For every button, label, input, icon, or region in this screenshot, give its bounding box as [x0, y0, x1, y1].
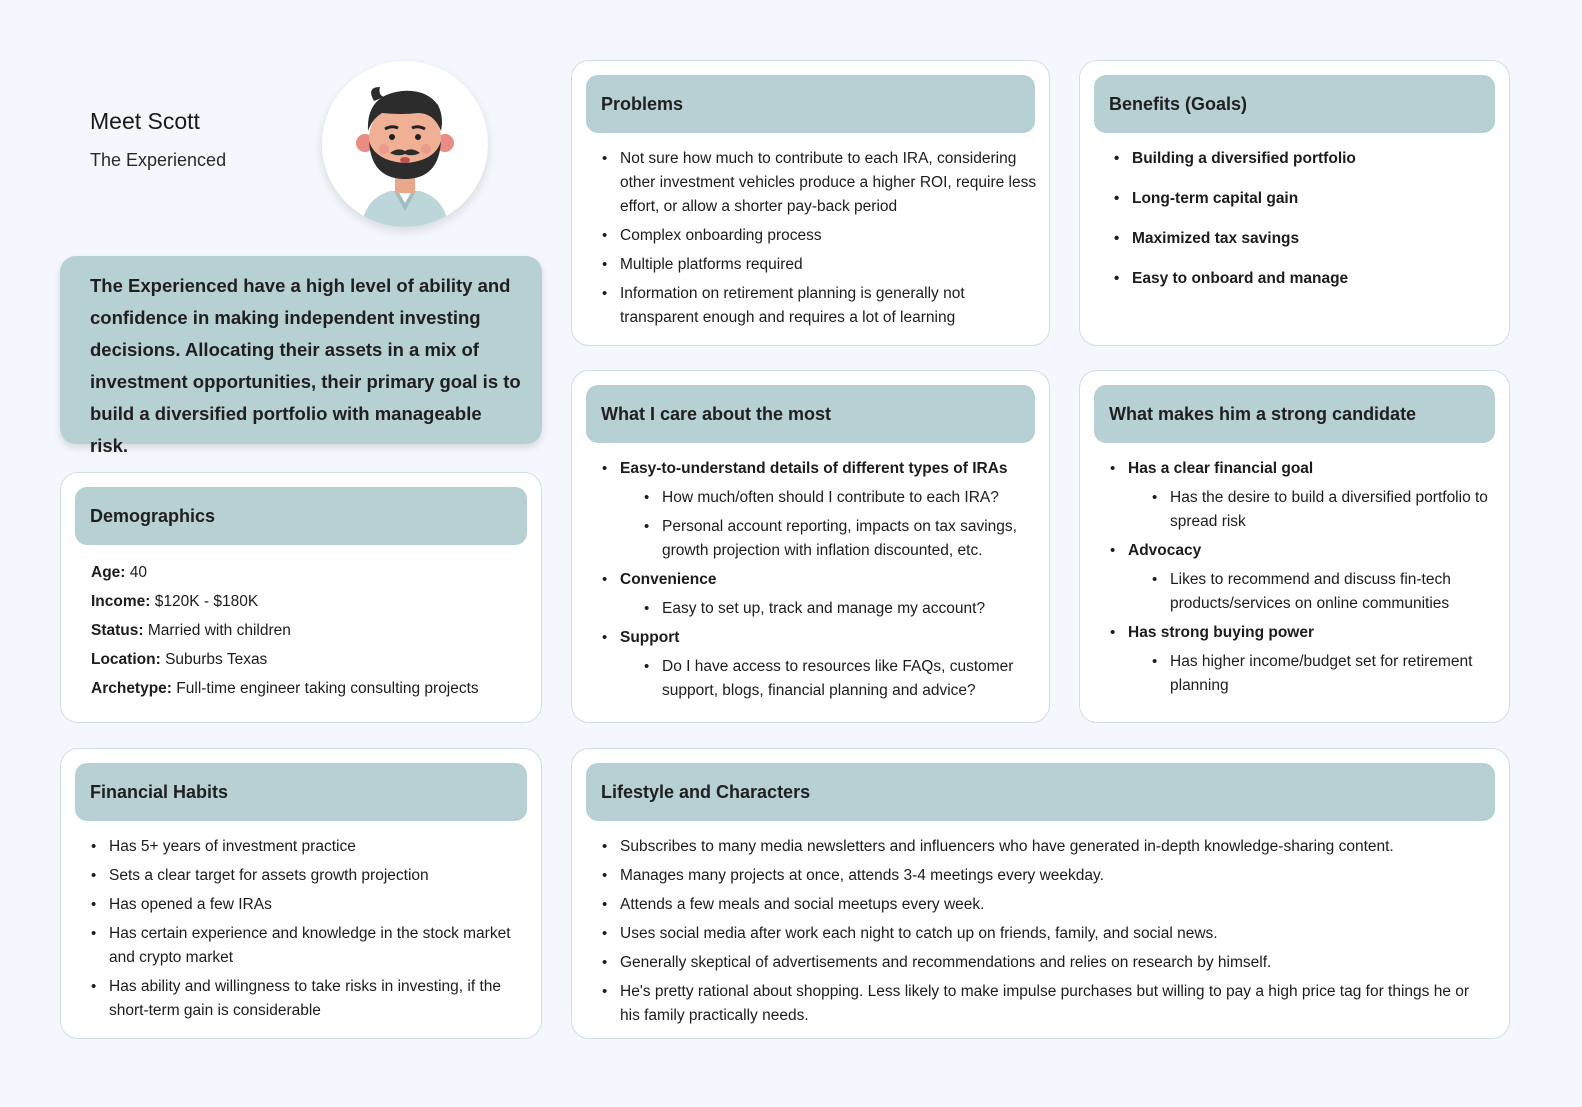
demographic-status: Status: Married with children [91, 622, 291, 639]
list-item: • Support • Do I have access to resources like FAQs, customer support, blogs, financial planning and advice? [602, 626, 1037, 703]
persona-summary: The Experienced have a high level of ability and confidence in making independent investing decisions. Allocating their assets in a mix of investment opportunities, their primary goal is to build a diversified portfolio with manageable risk. [60, 256, 542, 444]
list-item: • He's pretty rational about shopping. Less likely to make impulse purchases but willing to pay a high price tag for things he or his family practically needs. [602, 980, 1481, 1028]
list-item: • Easy to onboard and manage [1114, 267, 1497, 291]
list-item: • Multiple platforms required [602, 253, 1037, 277]
list-item: • Has 5+ years of investment practice [91, 835, 529, 859]
list-item: • How much/often should I contribute to each IRA? [644, 486, 1037, 510]
list-item: • Easy-to-understand details of different types of IRAs • How much/often should I contribute to each IRA? • Personal account reporting, impacts on tax savings, growth projection with inflation discounted, etc. [602, 457, 1037, 563]
list-item: • Information on retirement planning is generally not transparent enough and requires a lot of learning [602, 282, 1037, 330]
lifestyle-card [571, 748, 1510, 1039]
list-item: • Likes to recommend and discuss fin-tech products/services on online communities [1152, 568, 1497, 616]
care-title: What I care about the most [586, 385, 1035, 443]
list-item: • Do I have access to resources like FAQs, customer support, blogs, financial planning and advice? [644, 655, 1037, 703]
demographic-income: Income: $120K - $180K [91, 593, 259, 610]
persona-name: Meet Scott [90, 108, 200, 134]
list-item: • Generally skeptical of advertisements and recommendations and relies on research by himself. [602, 951, 1481, 975]
list-item: • Not sure how much to contribute to each IRA, considering other investment vehicles produce a higher ROI, require less effort, or allow a shorter pay-back period [602, 147, 1037, 219]
lifestyle-title: Lifestyle and Characters [586, 763, 1495, 821]
list-item: • Easy to set up, track and manage my account? [644, 597, 1037, 621]
list-item: • Has certain experience and knowledge in the stock market and crypto market [91, 922, 529, 970]
benefits-card [1079, 60, 1510, 346]
candidate-body [1110, 457, 1497, 703]
list-item: • Personal account reporting, impacts on tax savings, growth projection with inflation discounted, etc. [644, 515, 1037, 563]
list-item: • Has opened a few IRAs [91, 893, 529, 917]
list-item: • Maximized tax savings [1114, 227, 1497, 251]
list-item: • Has a clear financial goal • Has the desire to build a diversified portfolio to spread risk [1110, 457, 1497, 534]
list-item: • Manages many projects at once, attends 3-4 meetings every weekday. [602, 864, 1481, 888]
candidate-card [1079, 370, 1510, 723]
demographics-card [60, 472, 542, 723]
list-item: • Has higher income/budget set for retirement planning [1152, 650, 1497, 698]
lifestyle-body [602, 835, 1481, 1033]
list-item: • Complex onboarding process [602, 224, 1037, 248]
list-item: • Has the desire to build a diversified portfolio to spread risk [1152, 486, 1497, 534]
list-item: • Attends a few meals and social meetups every week. [602, 893, 1481, 917]
habits-card [60, 748, 542, 1039]
list-item: • Building a diversified portfolio [1114, 147, 1497, 171]
care-card [571, 370, 1050, 723]
list-item: • Convenience • Easy to set up, track and manage my account? [602, 568, 1037, 621]
list-item: • Subscribes to many media newsletters and influencers who have generated in-depth knowledge-sharing content. [602, 835, 1481, 859]
habits-title: Financial Habits [75, 763, 527, 821]
demographic-archetype: Archetype: Full-time engineer taking consulting projects [91, 680, 479, 697]
list-item: • Advocacy • Likes to recommend and discuss fin-tech products/services on online communities [1110, 539, 1497, 616]
demographic-location: Location: Suburbs Texas [91, 651, 268, 668]
problems-body [602, 147, 1037, 335]
demographic-age: Age: 40 [91, 564, 148, 581]
list-item: • Has ability and willingness to take risks in investing, if the short-term gain is considerable [91, 975, 529, 1023]
list-item: • Long-term capital gain [1114, 187, 1497, 211]
avatar-illustration-icon [322, 61, 488, 227]
benefits-title: Benefits (Goals) [1094, 75, 1495, 133]
demographics-title: Demographics [75, 487, 527, 545]
list-item: • Uses social media after work each night to catch up on friends, family, and social news. [602, 922, 1481, 946]
list-item: • Sets a clear target for assets growth projection [91, 864, 529, 888]
list-item: • Has strong buying power • Has higher income/budget set for retirement planning [1110, 621, 1497, 698]
problems-card [571, 60, 1050, 346]
habits-body [91, 835, 529, 1028]
benefits-body [1114, 147, 1497, 307]
care-body [602, 457, 1037, 708]
problems-title: Problems [586, 75, 1035, 133]
avatar [322, 61, 488, 227]
persona-type: The Experienced [90, 150, 227, 170]
candidate-title: What makes him a strong candidate [1094, 385, 1495, 443]
demographics-list [91, 561, 529, 706]
